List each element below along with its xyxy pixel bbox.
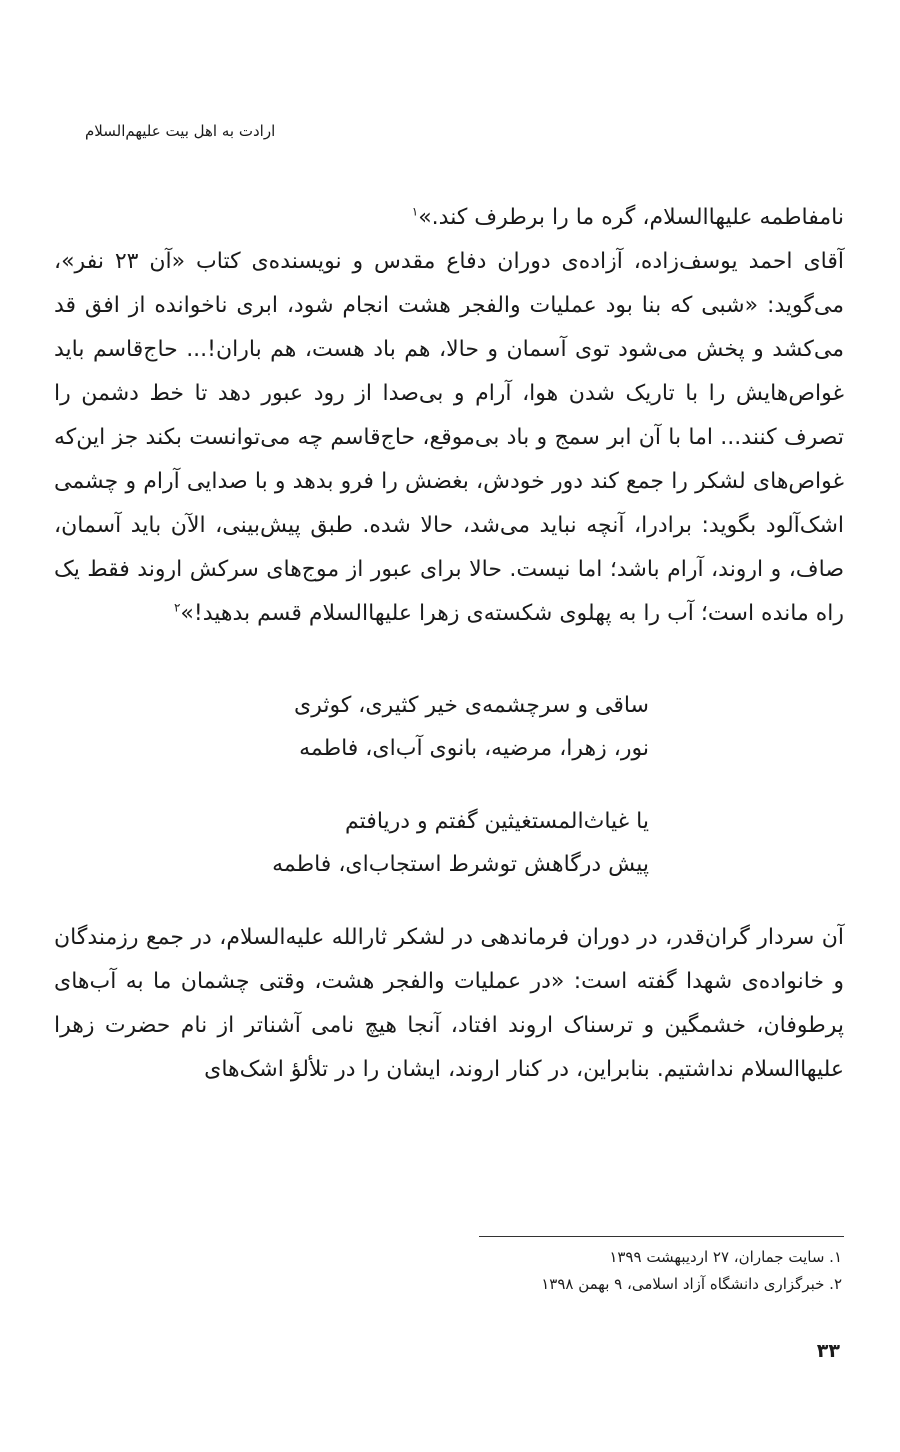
poem-line: یا غیاث‌المستغیثین گفتم و دریافتم: [345, 809, 649, 834]
poem-stanza-1: [54, 684, 844, 770]
paragraph-2-text: آقای احمد یوسف‌زاده، آزاده‌ی دوران دفاع مقدس و نویسنده‌ی کتاب «آن ۲۳ نفر»، می‌گوید: «شبی که بنا بود عملیات والفجر هشت انجام شود، ابری ناخوانده از افق قد می‌کشد و پخش می‌شود توی آسمان و حالا، هم باد هست، هم باران!... حاج‌قاسم باید غواص‌هایش را با تاریک شدن هوا، آرام و بی‌صدا از رود عبور دهد تا خط دشمن را تصرف کنند... اما با آن ابر سمج و باد بی‌موقع، حاج‌قاسم چه می‌توانست بکند جز این‌که غواص‌های لشکر را جمع کند دور خودش، بغضش را فرو بدهد و با صدایی آرام و چشمی اشک‌آلود بگوید: برادرا، آنچه نباید می‌شد، حالا شده. طبق پیش‌بینی، الآن باید آسمان، صاف، و اروند، آرام باشد؛ اما نیست. حالا برای عبور از موج‌های سرکش اروند فقط یک راه مانده است؛ آب را به پهلوی شکسته‌ی زهرا علیهاالسلام قسم بدهید!»: [54, 249, 844, 626]
footnote-ref-2: ۲: [173, 600, 181, 615]
footnote-divider: [479, 1236, 844, 1237]
poem: [54, 684, 844, 886]
footnote-1: ۱. سایت جماران، ۲۷ اردیبهشت ۱۳۹۹: [609, 1248, 842, 1266]
paragraph-1-text: نامفاطمه علیهاالسلام، گره ما را برطرف کند.»: [418, 205, 844, 230]
poem-line: پیش درگاهش توشرط استجاب‌ای، فاطمه: [272, 852, 649, 877]
footnote-ref-1: ۱: [411, 204, 419, 219]
paragraph-1: [54, 196, 844, 240]
main-text: [54, 196, 844, 1092]
poem-line: ساقی و سرچشمه‌ی خیر کثیری، کوثری: [293, 693, 649, 718]
running-title: ارادت به اهل بیت علیهم‌السلام: [85, 122, 276, 140]
footnotes: [342, 1244, 842, 1298]
poem-line: نور، زهرا، مرضیه، بانوی آب‌ای، فاطمه: [299, 736, 649, 761]
poem-stanza-2: [54, 800, 844, 886]
paragraph-3: آن سردار گران‌قدر، در دوران فرماندهی در لشکر ثارالله علیه‌السلام، در جمع رزمندگان و خانواده‌ی شهدا گفته است: «در عملیات والفجر هشت، وقتی چشمان ما به آب‌های پرطوفان، خشمگین و ترسناک اروند افتاد، آنجا هیچ نامی آشناتر از نام حضرت زهرا علیهاالسلام نداشتیم. بنابراین، در کنار اروند، ایشان را در تلألؤ اشک‌های: [54, 925, 844, 1082]
footnote-2: ۲. خبرگزاری دانشگاه آزاد اسلامی، ۹ بهمن ۱۳۹۸: [541, 1275, 842, 1293]
page-number: ۳۳: [816, 1340, 840, 1362]
paragraph-2: [54, 240, 844, 636]
running-header: [75, 118, 276, 144]
